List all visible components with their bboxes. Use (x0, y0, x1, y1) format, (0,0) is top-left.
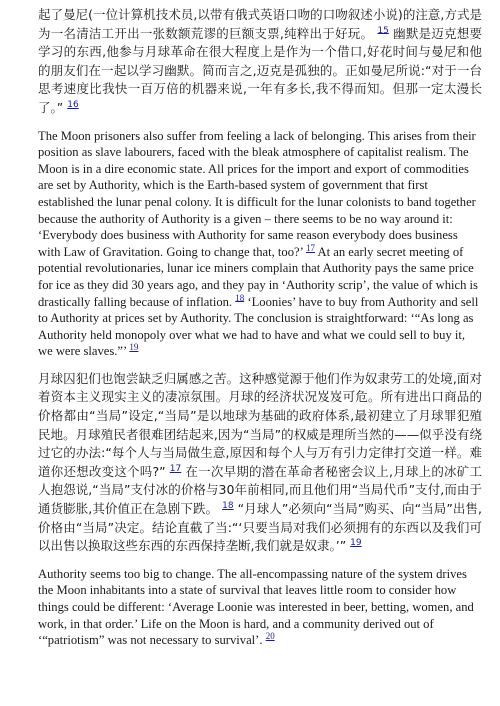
footnote-link-19[interactable]: 19 (350, 538, 362, 549)
paragraph-text: 在一次早期的潜在革命者秘密会议上,月球上的冰矿工人抱怨说,“当局”支付冰的价格与30年前相同,而且他们用“当局代币”支付,而由于通货膨胀,其价值正在急剧下跌。 (38, 463, 482, 517)
paragraph-en-belonging (38, 128, 482, 360)
footnote-link-17[interactable]: 17 (169, 463, 182, 474)
paragraph-text: The Moon prisoners also suffer from feeling a lack of belonging. This arises from their position as slave labourers, faced with the bleak atmosphere of capitalist realism. The Moon is in a dire economic state. All prices for the import and export of commodities are set by Authority, which is the Earth-based system of government that first established the lunar penal colony. It is difficult for the lunar colonists to band together because the authority of Authority is a given – there seems to be no way around it: ‘Everybody does business with Authority for same reason everybody does business with Law of Gravitation. Going to change that, too?’ (38, 128, 476, 259)
paragraph-zh-humor (38, 6, 482, 118)
footnote-link-16[interactable]: 16 (67, 99, 79, 110)
footnote-link-18[interactable]: 18 (222, 500, 234, 511)
paragraph-zh-belonging (38, 370, 482, 556)
paragraph-text: ‘Loonies’ have to buy from Authority and sell to Authority at prices set by Authority. The conclusion is straightforward: ‘“As long as Authority held monopoly over what we had to have and what we could sell to buy it, we were slaves.”’ (38, 294, 479, 359)
footnote-link-20[interactable]: 20 (265, 631, 275, 641)
footnote-link-15[interactable]: 15 (377, 25, 389, 36)
paragraph-text: 幽默是迈克想要学习的东西,他参与月球革命在很大程度上是作为一个借口,好花时间与曼尼和他的朋友们在一起以学习幽默。简而言之,迈克是孤独的。正如曼尼所说:“对于一台思考速度比我快一百万倍的机器来说,一年有多长,我不得而知。但那一定太漫长了。” (38, 25, 482, 115)
footnote-link-17[interactable]: 17 (306, 242, 316, 253)
paragraph-text: 月球囚犯们也饱尝缺乏归属感之苦。这种感觉源于他们作为奴隶劳工的处境,面对着资本主义现实主义的凄凉氛围。月球的经济状况岌岌可危。所有进出口商品的价格都由“当局”设定,“当局”是以地球为基础的政府体系,最初建立了月球罪犯殖民地。月球殖民者很难团结起来,因为“当局”的权威是理所当然的——似乎没有绕过它的办法:“每个人与当局做生意,原因和每个人与万有引力定律打交道一样。难道你还想改变这个吗?” (38, 370, 482, 479)
paragraph-text: “月球人”必须向“当局”购买、向“当局”出售,价格由“当局”决定。结论直截了当:“‘只要当局对我们必须拥有的东西以及我们可以出售以换取这些东西的东西保持垄断,我们就是奴隶。’” (38, 501, 482, 554)
paragraph-en-authority (38, 566, 482, 649)
paragraph-text: At an early secret meeting of potential revolutionaries, lunar ice miners complain that Authority pays the same price for ice as they did 30 years ago, and they pay in ‘Authority scrip’, the value of which is drastically falling because of inflation. (38, 244, 478, 309)
footnote-link-19[interactable]: 19 (129, 342, 139, 353)
footnote-link-18[interactable]: 18 (235, 292, 245, 303)
paragraph-text: Authority seems too big to change. The all-encompassing nature of the system drives the Moon inhabitants into a state of survival that leaves little room to consider how things could be different: ‘Average Loonie was interested in beer, betting, women, and work, in that order.’ Life on the Moon is hard, and a community derived out of ‘“patriotism” was not necessary to survival’. (38, 566, 474, 648)
paragraph-text: 起了曼尼(一位计算机技术员,以带有俄式英语口吻的口吻叙述小说)的注意,方式是为一名清洁工开出一张数额荒谬的巨额支票,纯粹出于好玩。 (38, 7, 482, 41)
